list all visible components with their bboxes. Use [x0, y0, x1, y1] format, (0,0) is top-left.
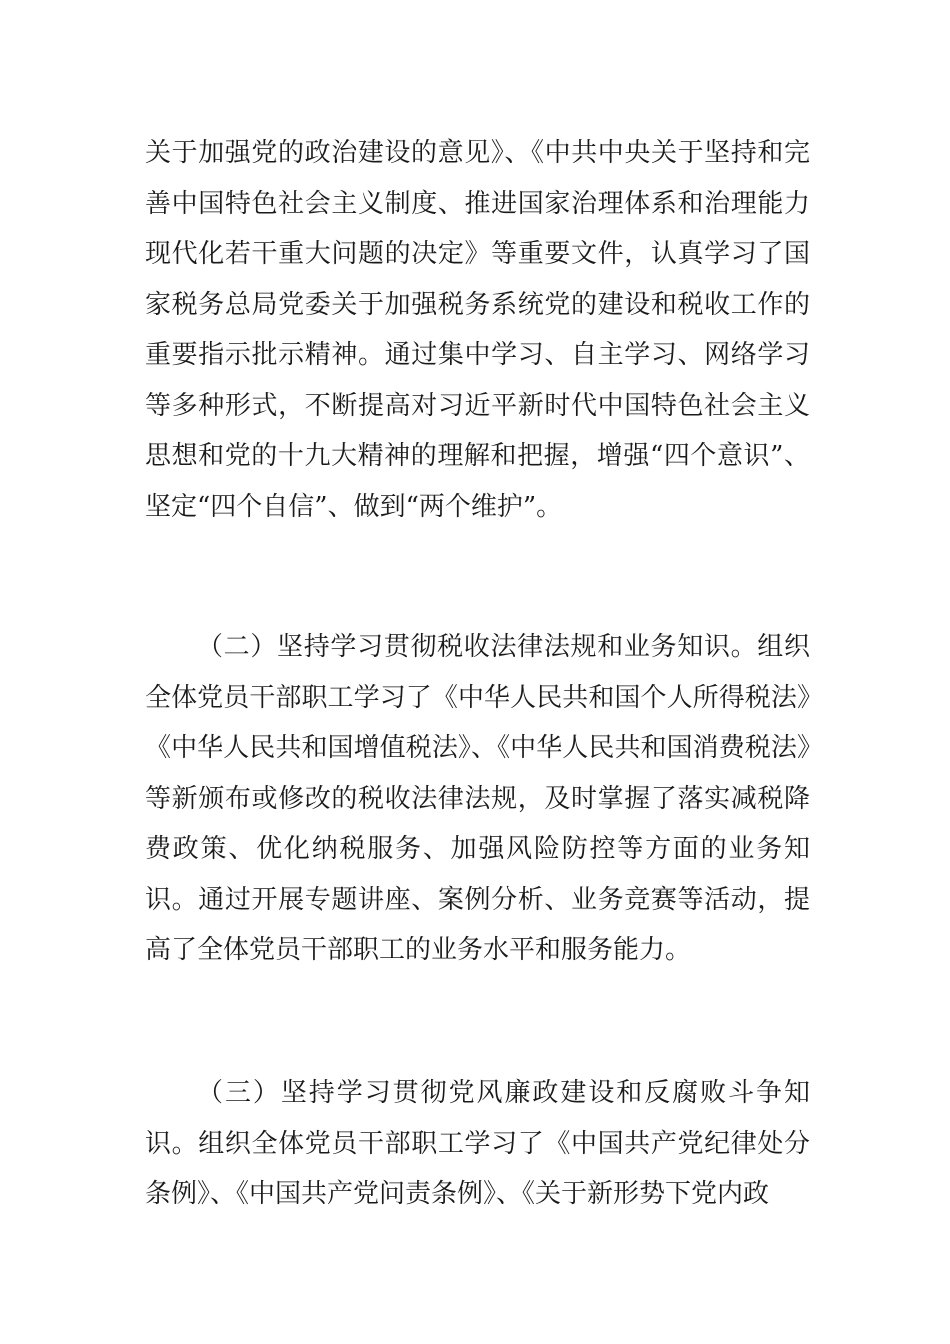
paragraph-continuation: 关于加强党的政治建设的意见》、《中共中央关于坚持和完善中国特色社会主义制度、推进国家治理体系和治理能力现代化若干重大问题的决定》等重要文件，认真学习了国家税务总局党委关于加强税务系统党的建设和税收工作的重要指示批示精神。通过集中学习、自主学习、网络学习等多种形式，不断提高对习近平新时代中国特色社会主义思想和党的十九大精神的理解和把握，增强“四个意识”、坚定“四个自信”、做到“两个维护”。 — [145, 138, 810, 522]
paragraph-section-two: （二）坚持学习贯彻税收法律法规和业务知识。组织全体党员干部职工学习了《中华人民共和国个人所得税法》《中华人民共和国增值税法》、《中华人民共和国消费税法》等新颁布或修改的税收法律法规，及时掌握了落实减税降费政策、优化纳税服务、加强风险防控等方面的业务知识。通过开展专题讲座、案例分析、业务竞赛等活动，提高了全体党员干部职工的业务水平和服务能力。 — [145, 632, 810, 965]
paragraph-section-three: （三）坚持学习贯彻党风廉政建设和反腐败斗争知识。组织全体党员干部职工学习了《中国共产党纪律处分条例》、《中国共产党问责条例》、《关于新形势下党内政 — [145, 1078, 810, 1209]
